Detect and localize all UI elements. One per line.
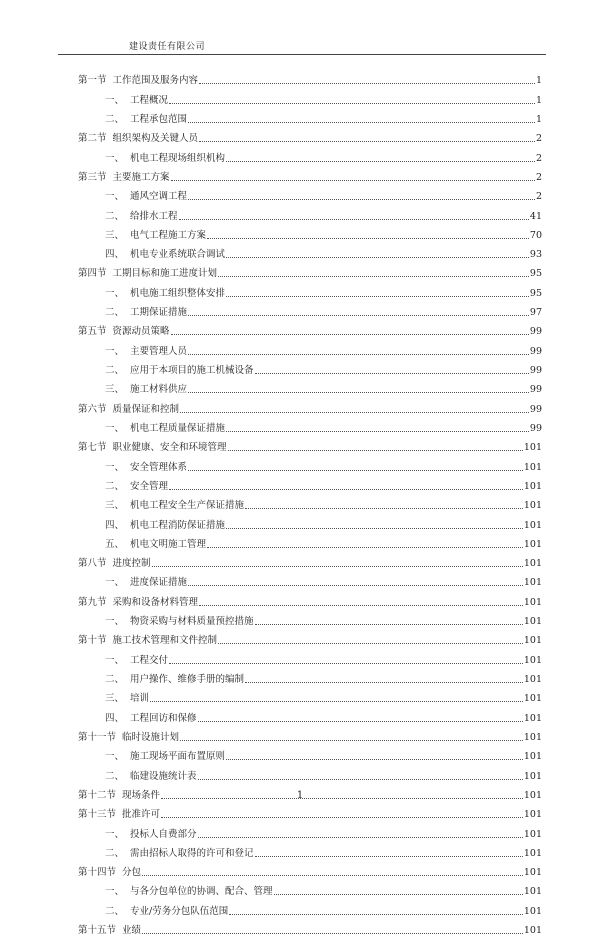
toc-entry[interactable] [78,532,542,551]
toc-entry[interactable] [78,879,542,898]
toc-entry-title: 工程交付 [130,654,169,666]
toc-entry-page: 101 [523,693,542,705]
dot-leader [229,914,523,915]
toc-entry[interactable] [78,280,542,299]
toc-entry-number: 二、 [104,847,124,859]
toc-entry-label [78,906,228,918]
toc-entry-title: 质量保证和控制 [112,403,180,415]
toc-entry-title: 临建设施统计表 [130,770,197,782]
toc-entry[interactable] [78,821,542,840]
toc-entry-title: 物资采购与材料质量预控措施 [130,616,254,628]
toc-entry-title: 工程概况 [130,94,169,106]
toc-entry-number: 三、 [104,229,124,241]
dot-leader [188,315,529,316]
toc-entry-page: 99 [529,326,542,338]
toc-entry[interactable] [78,107,542,126]
dot-leader [188,199,535,200]
dot-leader [188,470,523,471]
dot-leader [171,334,529,335]
toc-entry[interactable] [78,300,542,319]
toc-entry-number: 第九节 [78,596,107,608]
dot-leader [171,180,535,181]
toc-entry-title: 工程承包范围 [130,113,188,125]
toc-entry[interactable] [78,126,542,145]
toc-entry-page: 101 [523,596,542,608]
toc-entry-label [78,481,168,493]
toc-entry-number: 四、 [104,519,124,531]
toc-entry-page: 70 [529,229,542,241]
toc-entry[interactable] [78,68,542,87]
dot-leader [255,624,523,625]
toc-entry-number: 二、 [104,905,124,917]
toc-entry[interactable] [78,242,542,261]
toc-entry-number: 第十三节 [78,809,117,821]
toc-entry-page: 101 [523,867,542,879]
dot-leader [207,547,523,548]
toc-entry-page: 101 [523,500,542,512]
toc-entry-title: 组织架构及关键人员 [112,133,199,145]
toc-entry-title: 临时设施计划 [122,731,180,743]
toc-entry-number: 一、 [104,461,124,473]
toc-entry-page: 101 [523,461,542,473]
toc-entry-number: 二、 [104,674,124,685]
toc-entry[interactable] [78,261,542,280]
toc-entry-number: 二、 [104,365,124,376]
toc-entry-number: 二、 [104,113,124,125]
toc-entry-label [78,674,244,686]
toc-entry-page: 101 [523,616,542,628]
dot-leader [199,141,535,142]
toc-entry-label [78,829,197,841]
toc-entry-title: 与各分包单位的协调、配合、管理 [130,886,273,898]
toc-entry-label [78,153,225,165]
toc-entry-title: 批准许可 [122,809,161,821]
toc-entry-title: 投标人自费部分 [130,828,197,840]
toc-entry[interactable] [78,377,542,396]
toc-entry-label [78,848,254,860]
toc-entry-label [78,771,197,783]
toc-entry-number: 三、 [104,693,124,705]
toc-entry-label [78,172,170,184]
toc-entry-label [78,133,198,145]
toc-entry-number: 一、 [104,191,124,203]
dot-leader [226,528,523,529]
toc-entry-number: 第六节 [78,403,107,415]
toc-entry-page: 101 [523,712,542,724]
toc-entry[interactable] [78,860,542,879]
toc-entry-number: 第一节 [78,75,107,87]
toc-entry-page: 101 [523,538,542,550]
toc-entry-label [78,713,197,725]
toc-entry-label [78,95,168,107]
toc-entry-title: 应用于本项目的施工机械设备 [130,365,254,376]
toc-entry-page: 101 [523,519,542,531]
toc-entry-title: 职业健康、安全和环境管理 [112,442,227,454]
dot-leader [150,701,523,702]
toc-entry-label [78,558,151,570]
dot-leader [179,219,529,220]
dot-leader [161,817,523,818]
toc-entry-page: 101 [523,809,542,821]
dot-leader [226,296,529,297]
toc-entry[interactable] [78,319,542,338]
toc-entry-page: 99 [529,365,542,376]
toc-entry[interactable] [78,609,542,628]
toc-entry[interactable] [78,435,542,454]
toc-entry[interactable] [78,802,542,821]
toc-entry-page: 101 [523,751,542,763]
toc-entry[interactable] [78,647,542,666]
toc-entry-title: 主要施工方案 [112,171,170,183]
toc-entry-title: 专业/劳务分包队伍范围 [130,905,229,917]
dot-leader [180,412,529,413]
toc-entry[interactable] [78,763,542,782]
toc-entry-page: 101 [523,480,542,492]
toc-entry-page: 101 [523,886,542,898]
toc-entry[interactable] [78,628,542,647]
toc-entry-page: 101 [523,847,542,859]
dot-leader [207,238,529,239]
toc-entry-label [78,288,225,300]
toc-entry-page: 101 [523,558,542,570]
toc-entry-page: 1 [535,113,542,125]
toc-entry-title: 资源动员策略 [112,326,170,338]
toc-entry-title: 机电工程安全生产保证措施 [130,500,245,512]
toc-entry-label [78,577,187,589]
toc-entry-label [78,597,198,609]
toc-entry-label [78,693,149,705]
toc-entry-number: 四、 [104,249,124,261]
company-name: 建设责任有限公司 [129,42,206,52]
toc-entry-number: 第十二节 [78,789,117,801]
toc-entry-number: 第三节 [78,171,107,183]
header-divider [58,54,546,55]
toc-entry[interactable] [78,87,542,106]
toc-entry-label [78,442,227,454]
toc-entry-title: 现场条件 [122,789,161,801]
toc-entry-title: 分包 [122,867,142,879]
toc-entry[interactable] [78,454,542,473]
toc-entry-number: 第十四节 [78,867,117,879]
toc-entry-number: 一、 [104,577,124,589]
toc-entry-label [78,732,179,744]
toc-entry-page: 97 [529,307,542,319]
toc-entry-page: 101 [523,674,542,685]
toc-entry-title: 给排水工程 [130,210,178,222]
toc-entry-number: 一、 [104,751,124,763]
toc-entry[interactable] [78,841,542,860]
toc-entry-number: 一、 [104,94,124,106]
toc-entry-label [78,520,225,532]
toc-entry[interactable] [78,493,542,512]
toc-entry[interactable] [78,570,542,589]
dot-leader [198,837,523,838]
toc-entry-page: 41 [529,210,542,222]
toc-entry-title: 安全管理 [130,480,169,492]
toc-entry[interactable] [78,203,542,222]
toc-entry-page: 101 [523,635,542,647]
toc-entry[interactable] [78,686,542,705]
toc-entry-label [78,404,179,416]
toc-entry-number: 一、 [104,422,124,434]
toc-entry-title: 机电施工组织整体安排 [130,287,226,299]
toc-entry-number: 第十节 [78,635,107,647]
table-of-contents [78,68,542,937]
dot-leader [188,392,529,393]
toc-entry-title: 工作范围及服务内容 [112,75,199,87]
toc-entry[interactable] [78,898,542,917]
toc-entry[interactable] [78,145,542,164]
toc-entry-number: 一、 [104,345,124,357]
toc-entry-label [78,423,225,435]
toc-entry[interactable] [78,918,542,937]
toc-entry-number: 二、 [104,210,124,222]
toc-entry[interactable] [78,396,542,415]
toc-entry-label [78,114,187,126]
toc-entry-number: 三、 [104,500,124,512]
toc-entry-label [78,249,225,261]
toc-entry-label [78,655,168,667]
toc-entry-title: 用户操作、维修手册的编制 [130,674,245,685]
toc-entry-page: 2 [535,152,542,164]
toc-entry[interactable] [78,705,542,724]
toc-entry-label [78,867,141,879]
toc-entry-label [78,809,160,821]
dot-leader [255,856,523,857]
toc-entry-page: 101 [523,925,542,937]
toc-entry-number: 第十一节 [78,731,117,743]
toc-entry-title: 业绩 [122,925,142,937]
toc-entry-page: 101 [523,577,542,589]
toc-entry-number: 一、 [104,828,124,840]
toc-entry[interactable] [78,589,542,608]
dot-leader [228,450,523,451]
toc-entry-label [78,211,178,223]
toc-entry-label [78,75,198,87]
toc-entry-title: 机电文明施工管理 [130,538,207,550]
toc-entry-page: 101 [523,770,542,782]
toc-entry-label [78,886,273,898]
toc-entry-page: 2 [535,191,542,203]
toc-entry-title: 机电工程消防保证措施 [130,519,226,531]
toc-entry-title: 机电专业系统联合调试 [130,249,226,261]
toc-entry-label [78,616,254,628]
dot-leader [218,643,523,644]
toc-entry[interactable] [78,338,542,357]
dot-leader [188,122,535,123]
toc-entry-title: 施工现场平面布置原则 [130,751,226,763]
toc-entry-number: 第十五节 [78,925,117,937]
toc-entry-page: 101 [523,442,542,454]
dot-leader [199,605,523,606]
toc-entry-page: 101 [523,828,542,840]
toc-entry-label [78,384,187,396]
toc-entry-title: 工期目标和施工进度计划 [112,268,218,280]
toc-entry-title: 主要管理人员 [130,345,188,357]
toc-entry-number: 第七节 [78,442,107,454]
dot-leader [226,759,523,760]
toc-entry-number: 四、 [104,712,124,724]
dot-leader [188,354,529,355]
dot-leader [245,682,523,683]
page-number: 1 [296,790,304,801]
toc-entry-title: 施工技术管理和文件控制 [112,635,218,647]
toc-entry-page: 2 [535,171,542,183]
dot-leader [255,373,529,374]
toc-entry-title: 工期保证措施 [130,307,188,319]
toc-entry-title: 进度保证措施 [130,577,188,589]
toc-entry-page: 95 [529,268,542,280]
toc-entry[interactable] [78,184,542,203]
toc-entry[interactable] [78,744,542,763]
toc-entry-label [78,307,187,319]
toc-entry-label [78,462,187,474]
dot-leader [188,585,523,586]
toc-entry-page: 101 [523,905,542,917]
toc-entry-page: 101 [523,789,542,801]
dot-leader [226,257,529,258]
toc-entry-label [78,268,217,280]
dot-leader [245,508,523,509]
toc-entry-title: 培训 [130,693,150,705]
toc-entry-title: 机电工程现场组织机构 [130,152,226,164]
toc-entry-number: 一、 [104,152,124,164]
toc-entry-number: 二、 [104,480,124,492]
toc-entry-title: 机电工程质量保证措施 [130,422,226,434]
toc-entry-page: 99 [529,345,542,357]
toc-entry-number: 一、 [104,287,124,299]
dot-leader [198,779,523,780]
toc-entry-number: 二、 [104,307,124,319]
toc-entry[interactable] [78,416,542,435]
toc-entry[interactable] [78,358,542,377]
dot-leader [274,894,523,895]
dot-leader [142,875,523,876]
toc-entry-label [78,635,217,647]
toc-entry-label [78,539,206,551]
toc-entry-title: 工程回访和保修 [130,712,197,724]
toc-entry-label [78,365,254,377]
toc-entry-number: 第八节 [78,558,107,570]
toc-entry-page: 99 [529,384,542,396]
toc-entry-label [78,326,170,338]
toc-entry-label [78,925,141,937]
toc-entry-title: 电气工程施工方案 [130,229,207,241]
dot-leader [226,431,529,432]
dot-leader [199,83,535,84]
toc-entry-page: 99 [529,422,542,434]
dot-leader [142,933,523,934]
toc-entry-number: 一、 [104,654,124,666]
toc-entry-label [78,191,187,203]
toc-entry[interactable] [78,667,542,686]
toc-entry-label [78,500,244,512]
toc-entry-label [78,346,187,358]
toc-entry-title: 采购和设备材料管理 [112,596,199,608]
toc-entry[interactable] [78,165,542,184]
toc-entry-number: 三、 [104,384,124,396]
toc-entry-number: 第二节 [78,133,107,145]
toc-entry[interactable] [78,725,542,744]
toc-entry-title: 需由招标人取得的许可和登记 [130,847,254,859]
toc-entry-page: 101 [523,731,542,743]
dot-leader [180,740,523,741]
toc-entry-title: 进度控制 [112,558,151,570]
toc-entry-number: 五、 [104,538,124,550]
toc-entry-page: 101 [523,654,542,666]
toc-entry-page: 2 [535,133,542,145]
toc-entry-page: 95 [529,287,542,299]
toc-entry-title: 通风空调工程 [130,191,188,203]
toc-entry-number: 第五节 [78,326,107,338]
toc-entry-title: 施工材料供应 [130,384,188,396]
toc-entry-page: 1 [535,75,542,87]
toc-entry-label [78,230,206,242]
toc-entry[interactable] [78,551,542,570]
toc-entry[interactable] [78,474,542,493]
dot-leader [152,566,523,567]
toc-entry-number: 二、 [104,770,124,782]
toc-entry-number: 第四节 [78,268,107,280]
toc-entry[interactable] [78,512,542,531]
toc-entry-title: 安全管理体系 [130,461,188,473]
toc-entry-page: 99 [529,403,542,415]
dot-leader [218,276,529,277]
toc-entry-page: 93 [529,249,542,261]
dot-leader [198,721,523,722]
dot-leader [169,489,523,490]
toc-entry-number: 一、 [104,616,124,628]
dot-leader [169,103,535,104]
dot-leader [226,161,535,162]
toc-entry-number: 一、 [104,886,124,898]
toc-entry-label [78,751,225,763]
dot-leader [169,663,523,664]
toc-entry-page: 1 [535,94,542,106]
toc-entry[interactable] [78,223,542,242]
